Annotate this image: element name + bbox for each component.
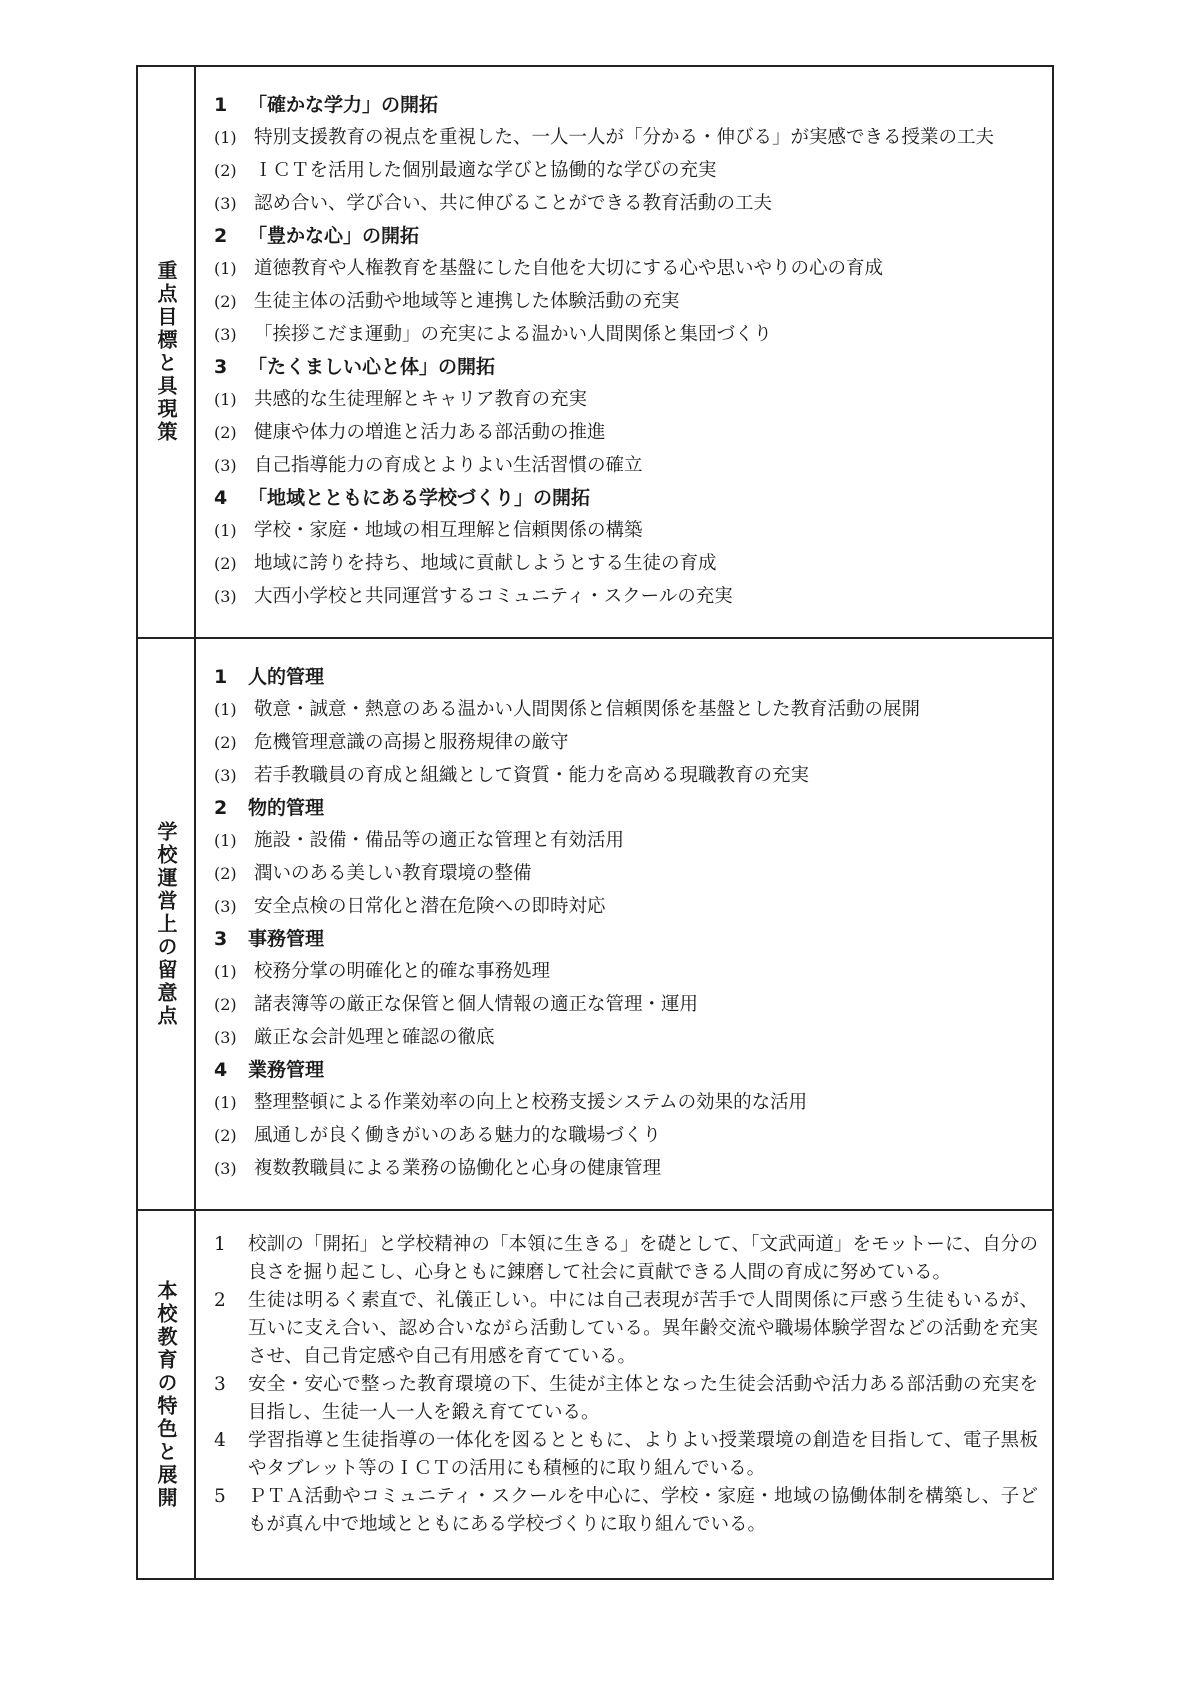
list-item [210,1152,1042,1185]
item-text: 整理整頓による作業効率の向上と校務支援システムの効果的な活用 [254,1092,808,1113]
item-text: 地域に誇りを持ち、地域に貢献しようとする生徒の育成 [254,553,717,574]
item-text: 厳正な会計処理と確認の徹底 [254,1027,495,1048]
section-label: 重点目標と具現策 [154,260,178,444]
list-item [210,547,1042,580]
item-text: 道徳教育や人権教育を基盤にした自他を大切にする心や思いやりの心の育成 [254,258,884,279]
list-item [210,252,1042,285]
list-item [210,1086,1042,1119]
item-text: 共感的な生徒理解とキャリア教育の充実 [254,389,588,410]
paragraph-text: 学習指導と生徒指導の一体化を図るとともに、よりよい授業環境の創造を目指して、電子黒板やタブレット等のＩＣＴの活用にも積極的に取り組んでいる。 [248,1430,1038,1479]
item-number: (2) [214,292,237,311]
paragraph-text: 生徒は明るく素直で、礼儀正しい。中には自己表現が苦手で人間関係に戸惑う生徒もいるが、互いに支え合い、認め合いながら活動している。異年齢交流や職場体験学習などの活動を充実させ、自己肯定感や自己有用感を育てている。 [248,1290,1038,1367]
paragraph [210,1483,1038,1539]
list-item [210,416,1042,449]
item-text: 「挨拶こだま運動」の充実による温かい人間関係と集団づくり [254,324,773,345]
group-title: 「たくましい心と体」の開拓 [248,356,496,378]
item-text: 大西小学校と共同運営するコミュニティ・スクールの充実 [254,586,733,607]
item-text: 若手教職員の育成と組織として資質・能力を高める現職教育の充実 [254,765,810,786]
group-heading [210,482,1042,514]
document-table [136,65,1054,1580]
item-number: (1) [214,390,237,409]
item-text: 特別支援教育の視点を重視した、一人一人が「分かる・伸びる」が実感できる授業の工夫 [254,127,995,148]
item-text: 複数教職員による業務の協働化と心身の健康管理 [254,1158,662,1179]
list-item [210,383,1042,416]
list-item [210,318,1042,351]
item-text: 自己指導能力の育成とよりよい生活習慣の確立 [254,455,643,476]
paragraph-number: 1 [214,1234,226,1255]
section-priority-goals [138,67,1052,637]
section-label: 学校運営上の留意点 [154,820,178,1028]
item-text: 危機管理意識の高揚と服務規律の厳守 [254,732,569,753]
item-number: (1) [214,128,237,147]
paragraph-number: 4 [214,1430,226,1451]
item-text: 風通しが良く働きがいのある魅力的な職場づくり [254,1125,662,1146]
paragraph [210,1427,1038,1483]
list-item [210,187,1042,220]
group-number: 1 [214,666,228,688]
item-number: (3) [214,325,237,344]
item-number: (1) [214,962,237,981]
item-number: (2) [214,423,237,442]
item-text: 健康や体力の増進と活力ある部活動の推進 [254,422,606,443]
paragraph [210,1371,1038,1427]
group-number: 1 [214,94,228,116]
list-item [210,121,1042,154]
item-number: (3) [214,194,237,213]
list-item [210,1021,1042,1054]
item-number: (1) [214,831,237,850]
paragraph-number: 5 [214,1486,226,1507]
list-item [210,154,1042,187]
group-title: 「確かな学力」の開拓 [248,94,439,116]
item-text: 校務分掌の明確化と的確な事務処理 [254,961,551,982]
item-number: (2) [214,554,237,573]
group-number: 3 [214,356,228,378]
item-number: (3) [214,897,237,916]
item-number: (2) [214,161,237,180]
group-heading [210,220,1042,252]
item-number: (3) [214,1028,237,1047]
item-number: (3) [214,1159,237,1178]
item-text: 学校・家庭・地域の相互理解と信頼関係の構築 [254,520,643,541]
group-number: 4 [214,487,228,509]
section-label-cell [138,1211,196,1578]
group-number: 4 [214,1059,228,1081]
list-item [210,857,1042,890]
group-title: 「地域とともにある学校づくり」の開拓 [248,487,591,509]
paragraph-number: 2 [214,1290,226,1311]
item-number: (1) [214,259,237,278]
paragraph [210,1287,1038,1371]
list-item [210,693,1042,726]
group-number: 2 [214,225,228,247]
list-item [210,955,1042,988]
list-item [210,449,1042,482]
item-number: (1) [214,700,237,719]
item-text: 安全点検の日常化と潜在危険への即時対応 [254,896,606,917]
group-title: 物的管理 [248,797,325,819]
paragraph-number: 3 [214,1374,226,1395]
list-item [210,988,1042,1021]
item-text: 潤いのある美しい教育環境の整備 [254,863,532,884]
group-title: 事務管理 [248,928,325,950]
item-number: (2) [214,1126,237,1145]
item-text: 生徒主体の活動や地域等と連携した体験活動の充実 [254,291,680,312]
list-item [210,759,1042,792]
group-title: 人的管理 [248,666,325,688]
list-item [210,824,1042,857]
list-item [210,1119,1042,1152]
paragraph-text: ＰＴＡ活動やコミュニティ・スクールを中心に、学校・家庭・地域の協働体制を構築し、子どもが真ん中で地域とともにある学校づくりに取り組んでいる。 [248,1486,1038,1535]
group-heading [210,792,1042,824]
item-number: (2) [214,864,237,883]
item-number: (3) [214,587,237,606]
group-number: 3 [214,928,228,950]
list-item [210,890,1042,923]
item-text: ＩＣＴを活用した個別最適な学びと協働的な学びの充実 [254,160,717,181]
group-heading [210,661,1042,693]
item-text: 認め合い、学び合い、共に伸びることができる教育活動の工夫 [254,193,773,214]
item-text: 敬意・誠意・熱意のある温かい人間関係と信頼関係を基盤とした教育活動の展開 [254,699,921,720]
item-number: (2) [214,995,237,1014]
list-item [210,514,1042,547]
item-number: (3) [214,456,237,475]
paragraph [210,1231,1038,1287]
item-text: 諸表簿等の厳正な保管と個人情報の適正な管理・運用 [254,994,699,1015]
group-number: 2 [214,797,228,819]
section-label: 本校教育の特色と展開 [154,1279,178,1510]
item-number: (1) [214,521,237,540]
group-heading [210,351,1042,383]
section-features [138,1209,1052,1578]
section-label-cell [138,639,196,1209]
item-number: (1) [214,1093,237,1112]
paragraph-text: 安全・安心で整った教育環境の下、生徒が主体となった生徒会活動や活力ある部活動の充実を目指し、生徒一人一人を鍛え育てている。 [248,1374,1038,1423]
group-heading [210,89,1042,121]
item-number: (3) [214,766,237,785]
section-content [196,1211,1052,1578]
list-item [210,726,1042,759]
group-heading [210,923,1042,955]
section-content [196,639,1052,1209]
section-label-cell [138,67,196,637]
group-heading [210,1054,1042,1086]
item-text: 施設・設備・備品等の適正な管理と有効活用 [254,830,625,851]
section-content [196,67,1052,637]
group-title: 業務管理 [248,1059,325,1081]
list-item [210,285,1042,318]
group-title: 「豊かな心」の開拓 [248,225,420,247]
paragraph-text: 校訓の「開拓」と学校精神の「本領に生きる」を礎として、「文武両道」をモットーに、自分の良さを掘り起こし、心身ともに錬磨して社会に貢献できる人間の育成に努めている。 [248,1234,1038,1283]
section-management-notes [138,637,1052,1209]
item-number: (2) [214,733,237,752]
list-item [210,580,1042,613]
